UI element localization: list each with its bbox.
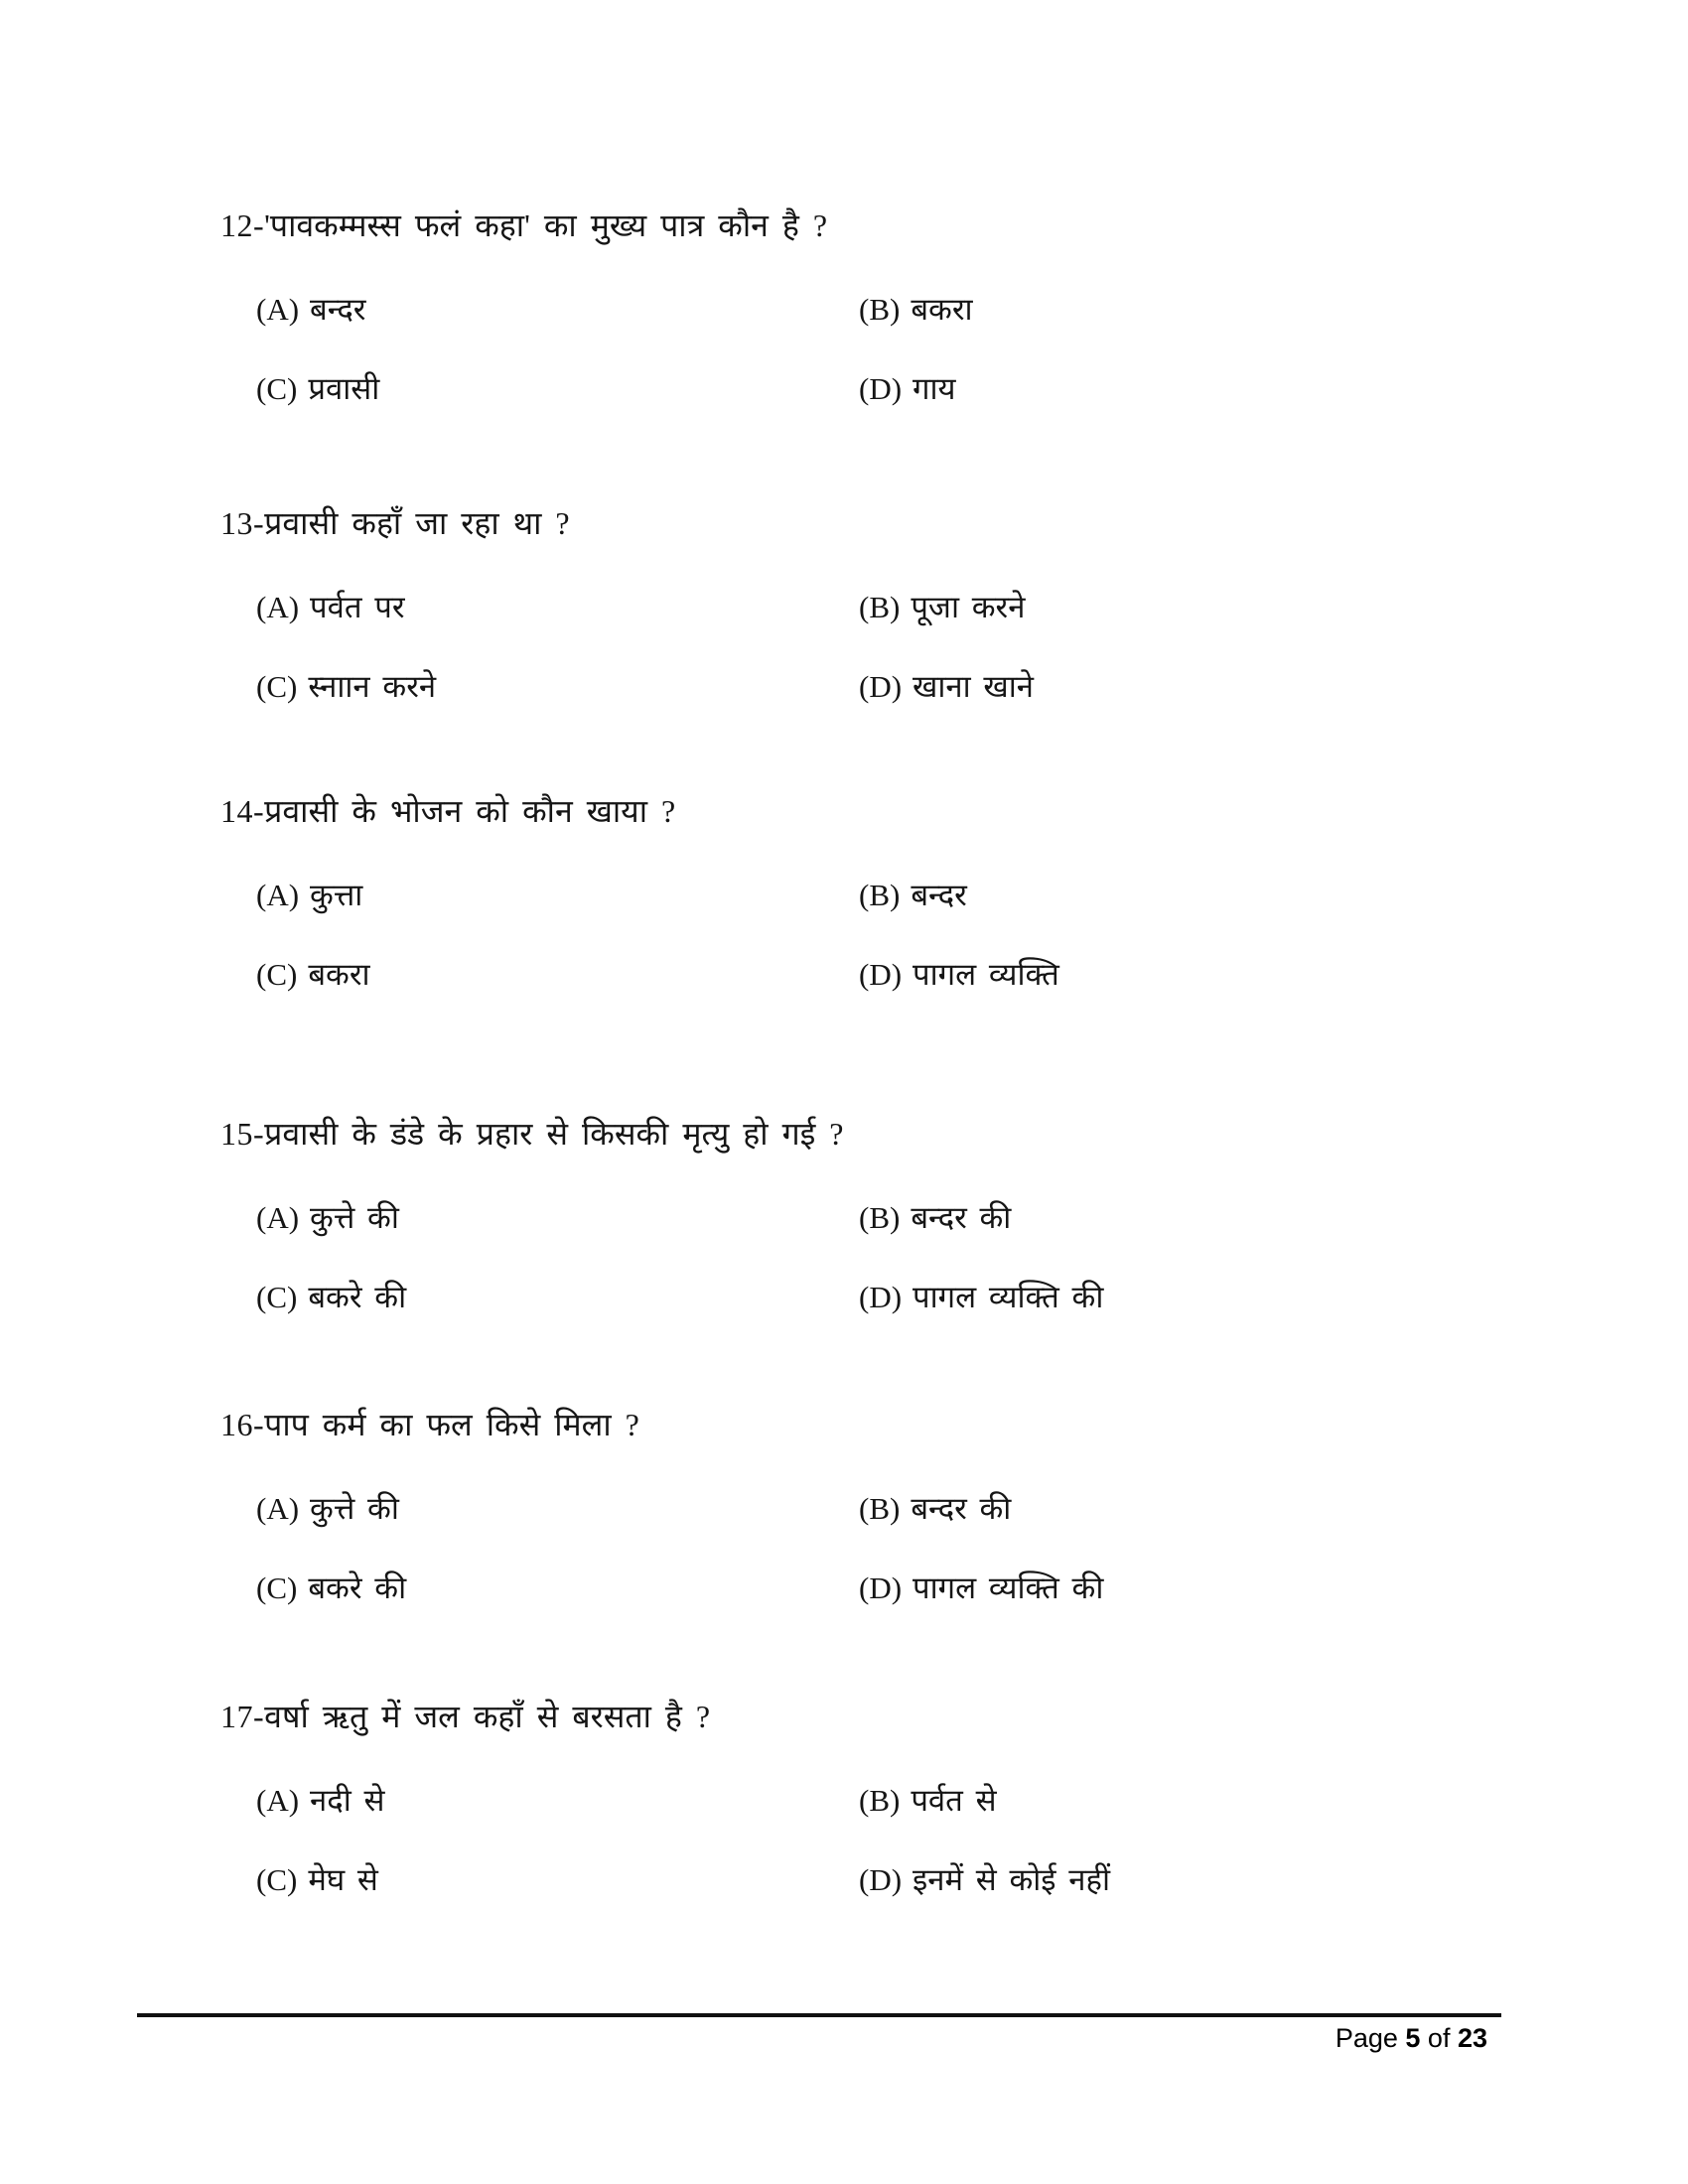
question-text: प्रवासी के भोजन को कौन खाया ? [264, 793, 676, 829]
question-line [220, 1112, 844, 1155]
option-text: बकरा [308, 957, 370, 992]
option-text: बकरे की [308, 1280, 407, 1314]
option-text: बन्दर की [911, 1200, 1012, 1235]
page-number-label [1336, 2023, 1487, 2054]
option-text: कुत्ता [310, 878, 363, 912]
option-text: बन्दर [911, 878, 967, 912]
question-line [220, 501, 570, 544]
option-text: पर्वत से [911, 1783, 997, 1818]
total-pages: 23 [1457, 2023, 1487, 2053]
option-label: (C) [256, 957, 298, 992]
option-label: (B) [859, 292, 901, 327]
option-d [859, 1276, 1103, 1317]
footer-divider [137, 2013, 1501, 2017]
option-label: (C) [256, 1280, 298, 1314]
option-label: (B) [859, 1491, 901, 1526]
option-label: (A) [256, 1783, 300, 1818]
option-label: (D) [859, 1862, 903, 1897]
option-b [859, 288, 973, 330]
question-17 [220, 1695, 1648, 1933]
option-a [256, 1779, 384, 1821]
option-label: (A) [256, 590, 300, 624]
question-number: 17- [220, 1699, 265, 1734]
option-label: (D) [859, 957, 903, 992]
question-14 [220, 789, 1648, 1027]
option-text: पागल व्यक्ति की [913, 1280, 1104, 1314]
option-label: (A) [256, 1491, 300, 1526]
option-text: कुत्ते की [310, 1491, 399, 1526]
option-b [859, 1779, 997, 1821]
option-text: मेघ से [308, 1862, 378, 1897]
question-number: 12- [220, 207, 265, 243]
option-label: (B) [859, 878, 901, 912]
option-b [859, 586, 1025, 627]
option-text: इनमें से कोई नहीं [913, 1862, 1110, 1897]
question-12 [220, 204, 1648, 442]
option-c [256, 367, 379, 409]
option-text: बन्दर की [911, 1491, 1012, 1526]
option-a [256, 1487, 399, 1529]
option-a [256, 288, 365, 330]
question-15 [220, 1112, 1648, 1350]
option-d [859, 953, 1059, 995]
option-label: (A) [256, 292, 300, 327]
question-number: 14- [220, 793, 265, 829]
option-c [256, 953, 370, 995]
option-label: (C) [256, 1570, 298, 1605]
option-label: (B) [859, 590, 901, 624]
page-word: Page [1335, 2023, 1406, 2053]
option-a [256, 586, 405, 627]
option-c [256, 1858, 378, 1900]
option-text: बकरा [911, 292, 973, 327]
option-label: (B) [859, 1200, 901, 1235]
option-text: कुत्ते की [310, 1200, 399, 1235]
question-text: प्रवासी कहाँ जा रहा था ? [264, 505, 570, 541]
question-text: प्रवासी के डंडे के प्रहार से किसकी मृत्यु हो गई ? [264, 1116, 844, 1152]
question-line [220, 1403, 639, 1445]
question-text: वर्षा ऋतु में जल कहाँ से बरसता है ? [264, 1699, 711, 1734]
option-c [256, 1276, 406, 1317]
option-text: पूजा करने [911, 590, 1026, 624]
option-b [859, 1487, 1011, 1529]
page-number: 5 [1405, 2023, 1421, 2053]
question-number: 13- [220, 505, 265, 541]
option-label: (D) [859, 669, 903, 704]
option-label: (C) [256, 669, 298, 704]
option-a [256, 1196, 399, 1238]
option-text: बकरे की [308, 1570, 407, 1605]
option-text: बन्दर [310, 292, 366, 327]
question-number: 16- [220, 1407, 265, 1442]
question-text: पाप कर्म का फल किसे मिला ? [264, 1407, 639, 1442]
option-b [859, 1196, 1011, 1238]
option-d [859, 367, 956, 409]
option-text: गाय [913, 371, 956, 406]
option-d [859, 1858, 1110, 1900]
option-a [256, 874, 362, 915]
option-d [859, 665, 1034, 707]
option-b [859, 874, 967, 915]
question-line [220, 1695, 710, 1737]
option-text: पर्वत पर [310, 590, 405, 624]
option-d [859, 1567, 1103, 1608]
question-line [220, 204, 827, 246]
option-label: (A) [256, 878, 300, 912]
option-text: पागल व्यक्ति [913, 957, 1059, 992]
option-c [256, 1567, 406, 1608]
question-number: 15- [220, 1116, 265, 1152]
question-line [220, 789, 675, 832]
option-label: (B) [859, 1783, 901, 1818]
option-label: (A) [256, 1200, 300, 1235]
option-text: पागल व्यक्ति की [913, 1570, 1104, 1605]
option-label: (C) [256, 1862, 298, 1897]
option-label: (D) [859, 371, 903, 406]
option-c [256, 665, 436, 707]
option-label: (D) [859, 1280, 903, 1314]
of-word: of [1420, 2023, 1458, 2053]
option-text: प्रवासी [308, 371, 380, 406]
question-16 [220, 1403, 1648, 1641]
option-text: नदी से [310, 1783, 385, 1818]
question-text: 'पावकम्मस्स फलं कहा' का मुख्य पात्र कौन है ? [264, 207, 828, 243]
question-13 [220, 501, 1648, 740]
option-label: (D) [859, 1570, 903, 1605]
option-label: (C) [256, 371, 298, 406]
option-text: खाना खाने [913, 669, 1035, 704]
option-text: स्नाान करने [308, 669, 437, 704]
